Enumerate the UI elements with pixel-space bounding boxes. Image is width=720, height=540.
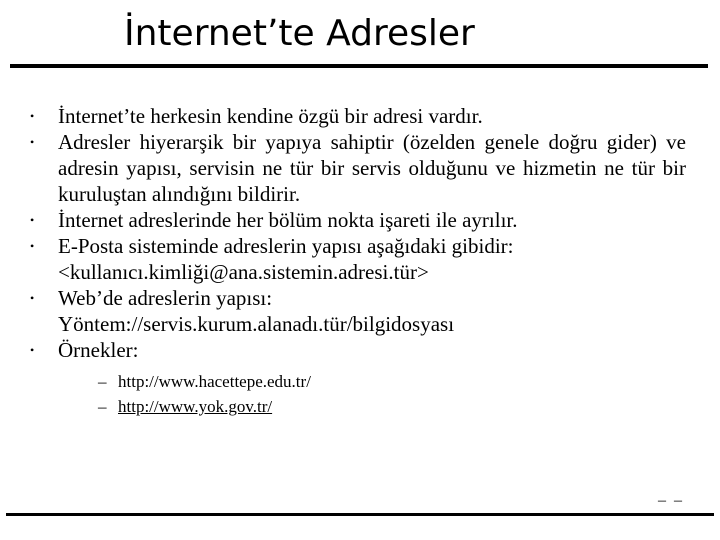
bullet-item [30,129,686,207]
bullet-text: E-Posta sisteminde adreslerin yapısı aşağıdaki gibidir: [58,234,514,258]
email-format-text: <kullanıcı.kimliği@ana.sistemin.adresi.tür> [58,260,429,284]
bullet-list [30,103,686,419]
bullet-marker: • [30,343,35,357]
dash-marker: – [98,397,107,416]
bullet-marker: • [30,213,35,227]
bullet-item [30,207,686,233]
slide-title: İnternet’te Adresler [124,13,475,54]
example-link-hacettepe[interactable]: http://www.hacettepe.edu.tr/ [118,372,311,391]
web-format-text: Yöntem://servis.kurum.alanadı.tür/bilgidosyası [58,312,455,336]
bullet-marker: • [30,239,35,253]
example-link-yok[interactable]: http://www.yok.gov.tr/ [118,397,273,416]
dash-marker: – [98,372,107,391]
bullet-item [30,337,686,419]
example-item [98,394,686,419]
example-item [98,369,686,394]
bottom-rule [6,513,714,516]
example-list [58,369,686,419]
slide-content [30,103,686,419]
footer-marks: – – [658,492,684,509]
bullet-text: İnternet’te herkesin kendine özgü bir adresi vardır. [58,104,483,128]
bullet-text: Adresler hiyerarşik bir yapıya sahiptir (özelden genele doğru gider) ve adresin yapısı, servisin ne tür bir servis olduğunu ve hizmetin ne tür bir kuruluştan alındığını bildirir. [58,130,686,206]
bullet-text: Örnekler: [58,338,139,362]
bullet-item [30,103,686,129]
bullet-marker: • [30,109,35,123]
title-underline [10,64,708,68]
bullet-marker: • [30,291,35,305]
bullet-marker: • [30,135,35,149]
bullet-item [30,285,686,337]
bullet-text: İnternet adreslerinde her bölüm nokta işareti ile ayrılır. [58,208,518,232]
bullet-item [30,233,686,285]
bullet-text: Web’de adreslerin yapısı: [58,286,273,310]
